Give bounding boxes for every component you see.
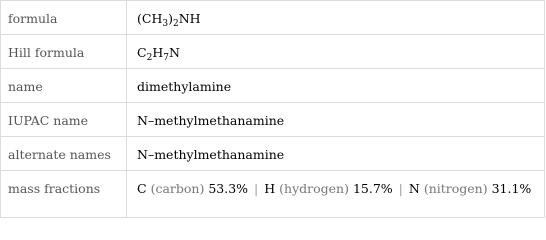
- mass-fractions-value: [127, 171, 545, 218]
- element-name: (carbon): [150, 181, 205, 196]
- label-iupac-name: IUPAC name: [8, 113, 89, 128]
- formula-subscript: 2: [146, 53, 153, 63]
- alternate-names-value: [127, 137, 545, 171]
- table-row: [1, 1, 545, 35]
- formula-subscript: 2: [172, 19, 179, 29]
- formula-value: [127, 1, 545, 35]
- element-symbol: C: [137, 45, 147, 60]
- table-row: [1, 69, 545, 103]
- row-label: [1, 171, 127, 218]
- element-symbol: C: [137, 181, 147, 196]
- table-row: [1, 103, 545, 137]
- mass-fraction: 15.7%: [352, 181, 393, 196]
- formula-text: [137, 1, 544, 27]
- label-name: name: [8, 79, 43, 94]
- label-hill-formula: Hill formula: [8, 45, 85, 60]
- name-value: [127, 69, 545, 103]
- table-row: [1, 35, 545, 69]
- mass-fraction: 53.3%: [208, 181, 249, 196]
- element-name: (nitrogen): [423, 181, 488, 196]
- element-symbol: H: [264, 181, 276, 196]
- label-formula: formula: [8, 11, 58, 26]
- mass-fraction: 31.1%: [491, 181, 532, 196]
- row-label: [1, 137, 127, 171]
- hill-formula-value: [127, 35, 545, 69]
- formula-subscript: 3: [162, 19, 169, 29]
- separator: |: [398, 181, 403, 196]
- element-symbol: N: [408, 181, 420, 196]
- table-row: [1, 137, 545, 171]
- formula-part: NH: [178, 11, 201, 26]
- label-mass-fractions: mass fractions: [8, 181, 101, 196]
- element-symbol: N: [168, 45, 180, 60]
- separator: |: [254, 181, 259, 196]
- row-label: [1, 103, 127, 137]
- label-alternate-names: alternate names: [8, 147, 111, 162]
- iupac-name-value: [127, 103, 545, 137]
- iupac-name-text: N–methylmethanamine: [137, 113, 285, 128]
- alternate-names-text: N–methylmethanamine: [137, 147, 285, 162]
- formula-subscript: 7: [163, 53, 169, 63]
- name-text: dimethylamine: [137, 79, 232, 94]
- formula-part: (CH: [137, 11, 163, 26]
- row-label: [1, 1, 127, 35]
- row-label: [1, 69, 127, 103]
- element-symbol: H: [152, 45, 164, 60]
- table-row: [1, 171, 545, 218]
- mass-fractions-text: [137, 171, 544, 198]
- formula-part: ): [168, 11, 173, 26]
- element-name: (hydrogen): [279, 181, 349, 196]
- row-label: [1, 35, 127, 69]
- hill-formula-text: [137, 35, 544, 61]
